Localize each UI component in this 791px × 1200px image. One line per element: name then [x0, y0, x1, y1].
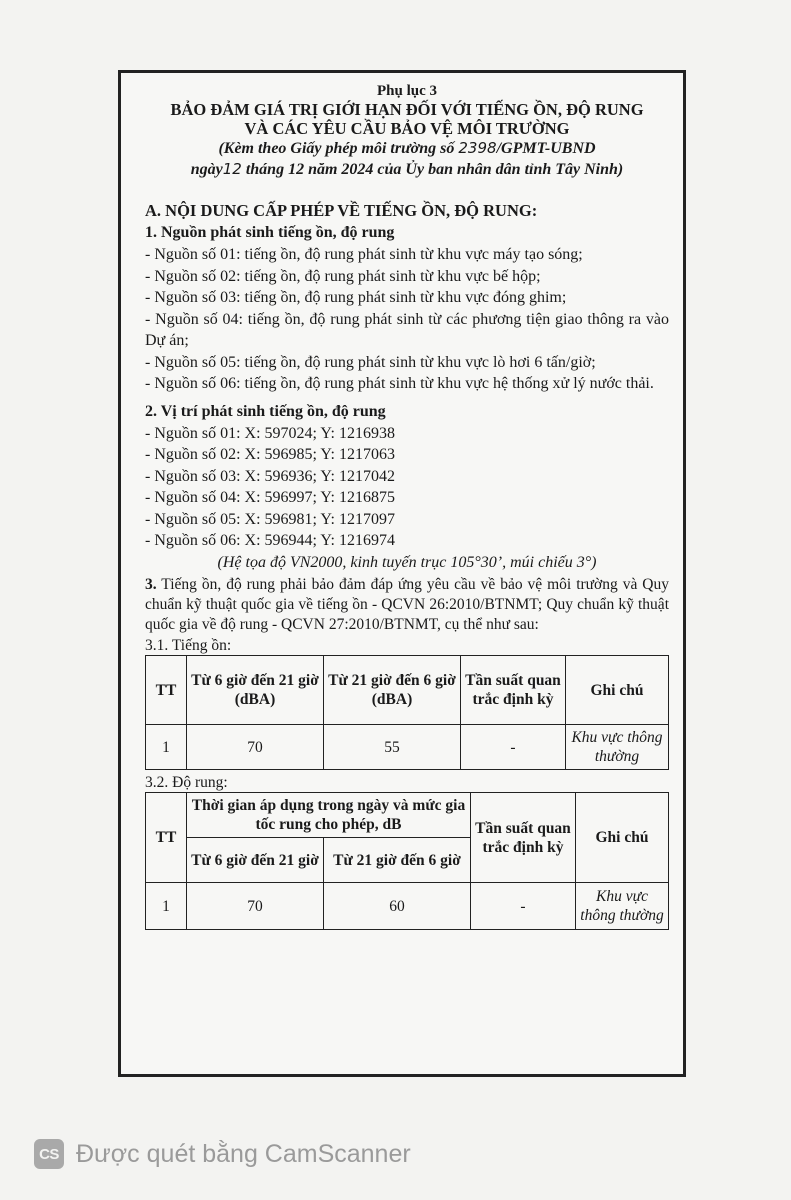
document-page [118, 70, 686, 1077]
positions-heading: 2. Vị trí phát sinh tiếng ồn, độ rung [145, 402, 386, 420]
position-item: - Nguồn số 03: X: 596936; Y: 1217042 [145, 467, 395, 485]
cell-tt: 1 [146, 725, 187, 770]
document-content [145, 83, 669, 930]
appendix-label: Phụ lục 3 [376, 83, 437, 99]
header-day: Từ 6 giờ đến 21 giờ (dBA) [187, 656, 324, 725]
sources-heading: 1. Nguồn phát sinh tiếng ồn, độ rung [145, 224, 395, 241]
section-a-heading: A. NỘI DUNG CẤP PHÉP VỀ TIẾNG ỒN, ĐỘ RUNG: [145, 201, 538, 220]
title-line-1: BẢO ĐẢM GIÁ TRỊ GIỚI HẠN ĐỐI VỚI TIẾNG ỒN, ĐỘ RUNG [170, 100, 644, 119]
date-prefix: ngày [190, 161, 223, 178]
position-item: - Nguồn số 06: X: 596944; Y: 1216974 [145, 532, 395, 549]
requirement-text: Tiếng ồn, độ rung phải bảo đảm đáp ứng yêu cầu về bảo vệ môi trường và Quy chuẩn kỹ thuật quốc gia về tiếng ồn - QCVN 26:2010/BTNMT; Quy chuẩn kỹ thuật quốc gia về độ rung - QCVN 27:2010/BTNMT, cụ thể như sau: [145, 576, 669, 633]
source-item: - Nguồn số 05: tiếng ồn, độ rung phát sinh từ khu vực lò hơi 6 tấn/giờ; [145, 353, 596, 371]
requirement-paragraph [145, 575, 669, 635]
table-row [146, 883, 669, 930]
noise-table [145, 655, 669, 770]
position-item: - Nguồn số 05: X: 596981; Y: 1217097 [145, 510, 395, 528]
source-item: - Nguồn số 04: tiếng ồn, độ rung phát sinh từ các phương tiện giao thông ra vào Dự án; [145, 310, 669, 349]
table-row [146, 725, 669, 770]
header-frequency: Tần suất quan trắc định kỳ [461, 656, 566, 725]
header-note: Ghi chú [576, 793, 669, 883]
coordinate-note: (Hệ tọa độ VN2000, kinh tuyến trục 105°30’, múi chiếu 3°) [217, 553, 597, 571]
cell-day: 70 [187, 883, 324, 930]
cell-night: 60 [324, 883, 471, 930]
table-header-row [146, 793, 669, 838]
header-note: Ghi chú [566, 656, 669, 725]
attach-suffix: /GPMT-UBND [496, 140, 596, 157]
date-day-handwritten: 12 [222, 160, 242, 178]
attachment-line [145, 138, 669, 159]
position-item: - Nguồn số 02: X: 596985; Y: 1217063 [145, 446, 395, 463]
camscanner-watermark [34, 1137, 411, 1171]
source-item: - Nguồn số 03: tiếng ồn, độ rung phát sinh từ khu vực đóng ghim; [145, 289, 567, 306]
header-group: Thời gian áp dụng trong ngày và mức gia tốc rung cho phép, dB [187, 793, 471, 838]
cell-frequency: - [461, 725, 566, 770]
position-item: - Nguồn số 04: X: 596997; Y: 1216875 [145, 489, 395, 506]
title-line-2: VÀ CÁC YÊU CẦU BẢO VỆ MÔI TRƯỜNG [244, 119, 570, 138]
header-night: Từ 21 giờ đến 6 giờ [324, 838, 471, 883]
vibration-table [145, 792, 669, 930]
source-item: - Nguồn số 02: tiếng ồn, độ rung phát sinh từ khu vực bế hộp; [145, 267, 541, 285]
table-header-row [146, 656, 669, 725]
cell-day: 70 [187, 725, 324, 770]
date-suffix: tháng 12 năm 2024 của Ủy ban nhân dân tỉnh Tây Ninh) [241, 161, 624, 178]
cell-tt: 1 [146, 883, 187, 930]
date-line [145, 159, 669, 180]
header-tt: TT [146, 656, 187, 725]
header-frequency: Tần suất quan trắc định kỳ [471, 793, 576, 883]
requirement-number: 3. [145, 576, 157, 593]
source-item: - Nguồn số 06: tiếng ồn, độ rung phát sinh từ khu vực hệ thống xử lý nước thải. [145, 375, 654, 392]
permit-number-handwritten: 2398 [458, 139, 497, 157]
camscanner-logo-icon: CS [34, 1139, 64, 1169]
cell-note: Khu vực thông thường [566, 725, 669, 770]
noise-table-label: 3.1. Tiếng ồn: [145, 637, 232, 654]
camscanner-text: Được quét bằng CamScanner [76, 1139, 411, 1168]
cell-frequency: - [471, 883, 576, 930]
vibration-table-label: 3.2. Độ rung: [145, 774, 228, 791]
header-tt: TT [146, 793, 187, 883]
source-item: - Nguồn số 01: tiếng ồn, độ rung phát sinh từ khu vực máy tạo sóng; [145, 246, 583, 263]
header-day: Từ 6 giờ đến 21 giờ [187, 838, 324, 883]
position-item: - Nguồn số 01: X: 597024; Y: 1216938 [145, 424, 395, 442]
cell-note: Khu vực thông thường [576, 883, 669, 930]
attach-prefix: (Kèm theo Giấy phép môi trường số [218, 140, 459, 157]
header-night: Từ 21 giờ đến 6 giờ (dBA) [324, 656, 461, 725]
cell-night: 55 [324, 725, 461, 770]
